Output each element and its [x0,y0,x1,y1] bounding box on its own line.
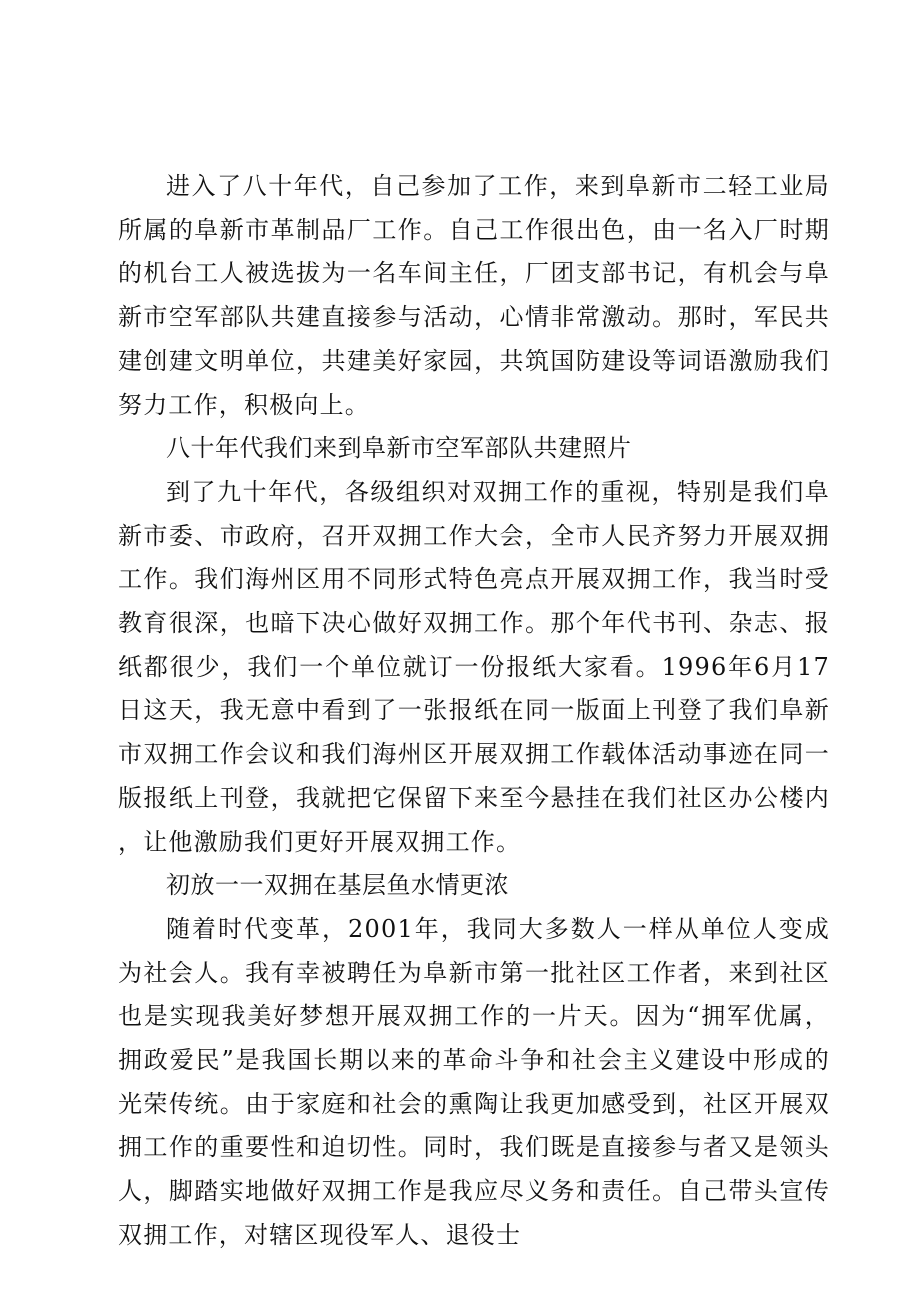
paragraph-1980s-work: 进入了八十年代，自己参加了工作，来到阜新市二轻工业局所属的阜新市革制品厂工作。自己工作很出色，由一名入厂时期的机台工人被选拔为一名车间主任，厂团支部书记，有机会与阜新市空军部队共建直接参与活动，心情非常激动。那时，军民共建创建文明单位，共建美好家园，共筑国防建设等词语激励我们努力工作，积极向上。 [118,172,830,419]
paragraph-1990s-work: 到了九十年代，各级组织对双拥工作的重视，特别是我们阜新市委、市政府，召开双拥工作大会，全市人民齐努力开展双拥工作。我们海州区用不同形式特色亮点开展双拥工作，我当时受教育很深，也暗下决心做好双拥工作。那个年代书刊、杂志、报纸都很少，我们一个单位就订一份报纸大家看。1996年6月17日这天，我无意中看到了一张报纸在同一版面上刊登了我们阜新市双拥工作会议和我们海州区开展双拥工作载体活动事迹在同一版报纸上刊登，我就把它保留下来至今悬挂在我们社区办公楼内，让他激励我们更好开展双拥工作。 [118,477,830,856]
section-heading-grassroots: 初放一一双拥在基层鱼水情更浓 [166,871,509,900]
photo-caption-1980s: 八十年代我们来到阜新市空军部队共建照片 [166,434,632,463]
paragraph-2001-community: 随着时代变革，2001年，我同大多数人一样从单位人变成为社会人。我有幸被聘任为阜新市第一批社区工作者，来到社区也是实现我美好梦想开展双拥工作的一片天。因为“拥军优属，拥政爱民”是我国长期以来的革命斗争和社会主义建设中形成的光荣传统。由于家庭和社会的熏陶让我更加感受到，社区开展双拥工作的重要性和迫切性。同时，我们既是直接参与者又是领头人，脚踏实地做好双拥工作是我应尽义务和责任。自己带头宣传双拥工作，对辖区现役军人、退役士 [118,914,830,1249]
document-body [118,165,830,1258]
